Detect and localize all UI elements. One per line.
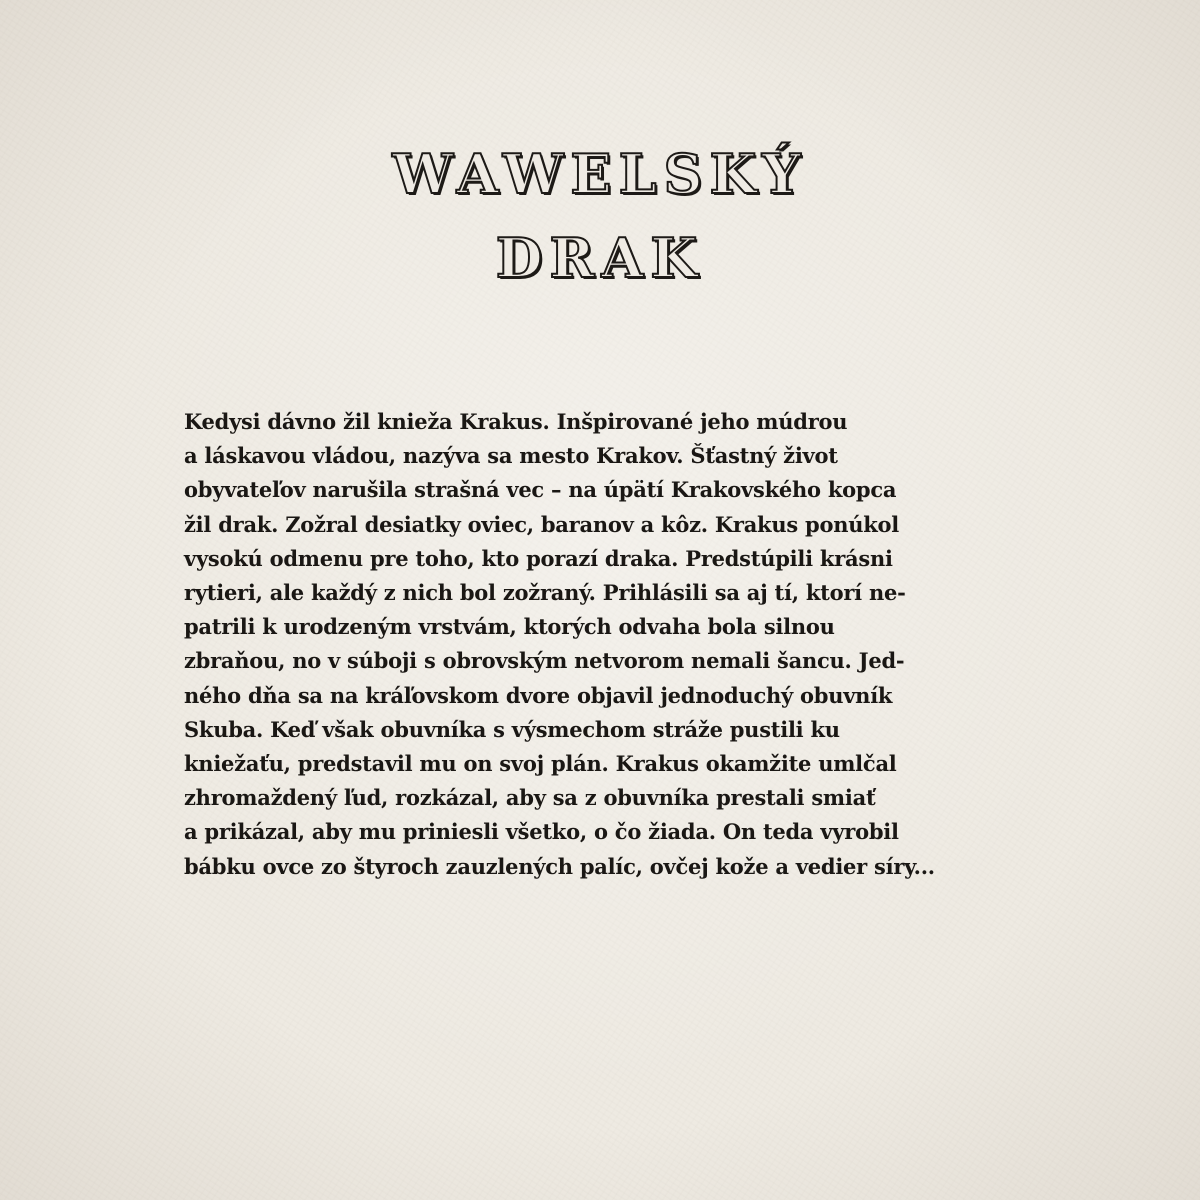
story-text bbox=[184, 405, 1024, 884]
story-line: zhromaždený ľud, rozkázal, aby sa z obuvníka prestali smiať bbox=[184, 785, 876, 811]
story-line: Skuba. Keď však obuvníka s výsmechom stráže pustili ku bbox=[184, 716, 840, 742]
story-line: žil drak. Zožral desiatky oviec, baranov a kôz. Krakus ponúkol bbox=[184, 511, 900, 537]
story-line: obyvateľov narušila strašná vec – na úpätí Krakovského kopca bbox=[184, 477, 897, 503]
story-line: a prikázal, aby mu priniesli všetko, o čo žiada. On teda vyrobil bbox=[184, 819, 899, 845]
story-line: patrili k urodzeným vrstvám, ktorých odvaha bola silnou bbox=[184, 614, 835, 640]
story-line: Kedysi dávno žil knieža Krakus. Inšpirované jeho múdrou bbox=[184, 409, 848, 434]
story-line: ného dňa sa na kráľovskom dvore objavil jednoduchý obuvník bbox=[184, 682, 893, 708]
title-line-1: WAWELSKÝ bbox=[392, 142, 808, 206]
page-title bbox=[0, 132, 1200, 300]
title-line-2: DRAK bbox=[495, 226, 705, 290]
story-line: rytieri, ale každý z nich bol zožraný. Prihlásili sa aj tí, ktorí ne- bbox=[184, 580, 906, 606]
story-line: bábku ovce zo štyroch zauzlených palíc, ovčej kože a vedier síry... bbox=[184, 853, 935, 879]
story-line: vysokú odmenu pre toho, kto porazí draka. Predstúpili krásni bbox=[184, 545, 893, 571]
story-line: zbraňou, no v súboji s obrovským netvorom nemali šancu. Jed- bbox=[184, 648, 905, 674]
story-line: a láskavou vládou, nazýva sa mesto Krakov. Šťastný život bbox=[184, 443, 838, 469]
story-line: kniežaťu, predstavil mu on svoj plán. Krakus okamžite umlčal bbox=[184, 751, 897, 777]
